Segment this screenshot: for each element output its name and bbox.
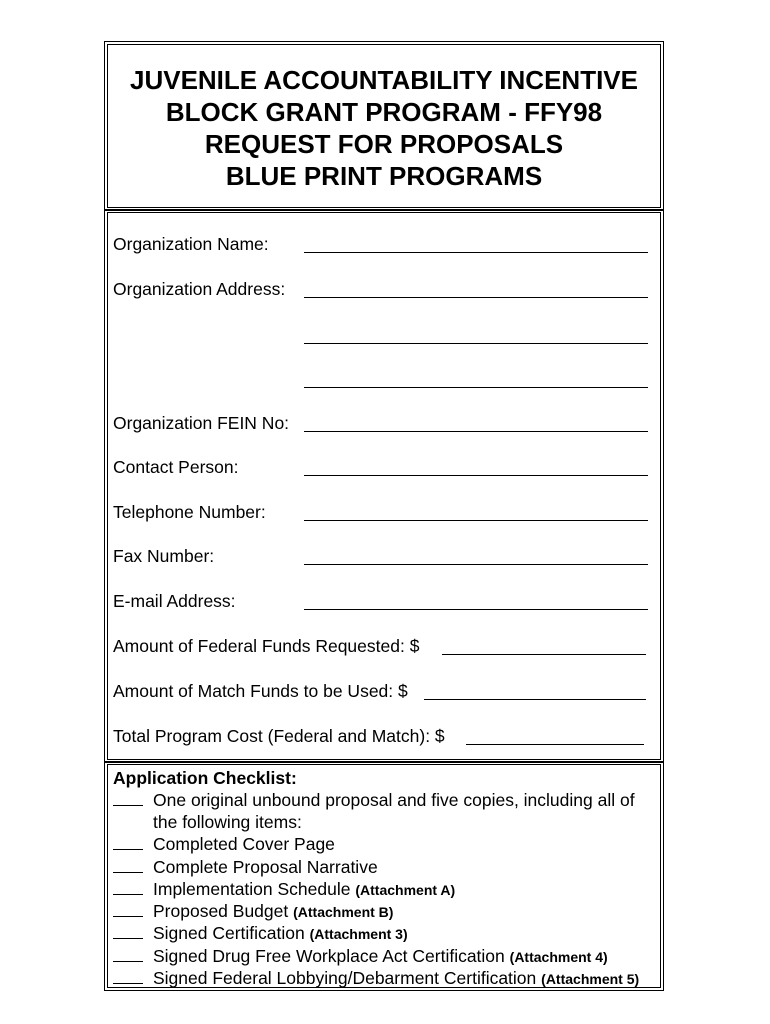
checklist-item-text: the following items: [153, 812, 302, 832]
checklist-heading: Application Checklist: [113, 768, 297, 788]
attachment-label: (Attachment B) [293, 904, 394, 920]
total-cost-field[interactable] [466, 744, 644, 745]
fax-field[interactable] [304, 564, 648, 565]
org-name-field[interactable] [304, 252, 648, 253]
match-funds-field[interactable] [424, 699, 646, 700]
checklist-item-text: Proposed Budget [153, 901, 289, 921]
checklist-item-text: Signed Certification [153, 923, 305, 943]
checklist-item [113, 945, 608, 968]
federal-funds-label: Amount of Federal Funds Requested: $ [113, 636, 420, 656]
checkbox-blank[interactable] [113, 834, 143, 850]
checklist-item-text: Implementation Schedule [153, 879, 351, 899]
total-cost-label: Total Program Cost (Federal and Match): $ [113, 726, 445, 746]
title-box [104, 41, 664, 211]
checkbox-blank[interactable] [113, 946, 143, 962]
title-line-1: JUVENILE ACCOUNTABILITY INCENTIVE [129, 65, 638, 95]
checkbox-blank[interactable] [113, 790, 143, 806]
federal-funds-field[interactable] [442, 654, 646, 655]
checkbox-blank[interactable] [113, 879, 143, 895]
checklist-item-continuation [153, 811, 302, 833]
attachment-label: (Attachment 4) [509, 949, 608, 965]
checklist-item [113, 967, 639, 990]
attachment-label: (Attachment A) [355, 882, 456, 898]
fax-label: Fax Number: [113, 546, 215, 566]
match-funds-label: Amount of Match Funds to be Used: $ [113, 681, 408, 701]
checkbox-blank[interactable] [113, 857, 143, 873]
checklist-item [113, 833, 335, 855]
telephone-label: Telephone Number: [113, 502, 266, 522]
checklist-item [113, 922, 408, 945]
contact-field[interactable] [304, 475, 648, 476]
checklist-item [113, 900, 393, 923]
attachment-label: (Attachment 3) [309, 926, 408, 942]
checklist-item-text: Signed Federal Lobbying/Debarment Certification [153, 968, 537, 988]
org-address-field-1[interactable] [304, 297, 648, 298]
email-field[interactable] [304, 609, 648, 610]
checklist-item [113, 856, 378, 878]
checklist-item [113, 878, 455, 901]
title-line-3: REQUEST FOR PROPOSALS [204, 129, 564, 159]
fein-field[interactable] [304, 431, 648, 432]
attachment-label: (Attachment 5) [541, 971, 640, 987]
checklist-item-text: Completed Cover Page [153, 834, 335, 854]
org-address-field-2[interactable] [304, 343, 648, 344]
checkbox-blank[interactable] [113, 923, 143, 939]
checklist-item-text: Signed Drug Free Workplace Act Certification [153, 946, 505, 966]
checkbox-blank[interactable] [113, 968, 143, 984]
fein-label: Organization FEIN No: [113, 413, 290, 433]
title-line-2: BLOCK GRANT PROGRAM - FFY98 [165, 97, 603, 127]
org-address-field-3[interactable] [304, 387, 648, 388]
checkbox-blank[interactable] [113, 901, 143, 917]
checklist-item [113, 789, 635, 811]
checklist-item-text: Complete Proposal Narrative [153, 857, 378, 877]
org-name-label: Organization Name: [113, 234, 269, 254]
title-line-4: BLUE PRINT PROGRAMS [225, 161, 543, 191]
email-label: E-mail Address: [113, 591, 236, 611]
contact-label: Contact Person: [113, 457, 239, 477]
telephone-field[interactable] [304, 520, 648, 521]
org-address-label: Organization Address: [113, 279, 286, 299]
checklist-item-text: One original unbound proposal and five copies, including all of [153, 790, 635, 810]
